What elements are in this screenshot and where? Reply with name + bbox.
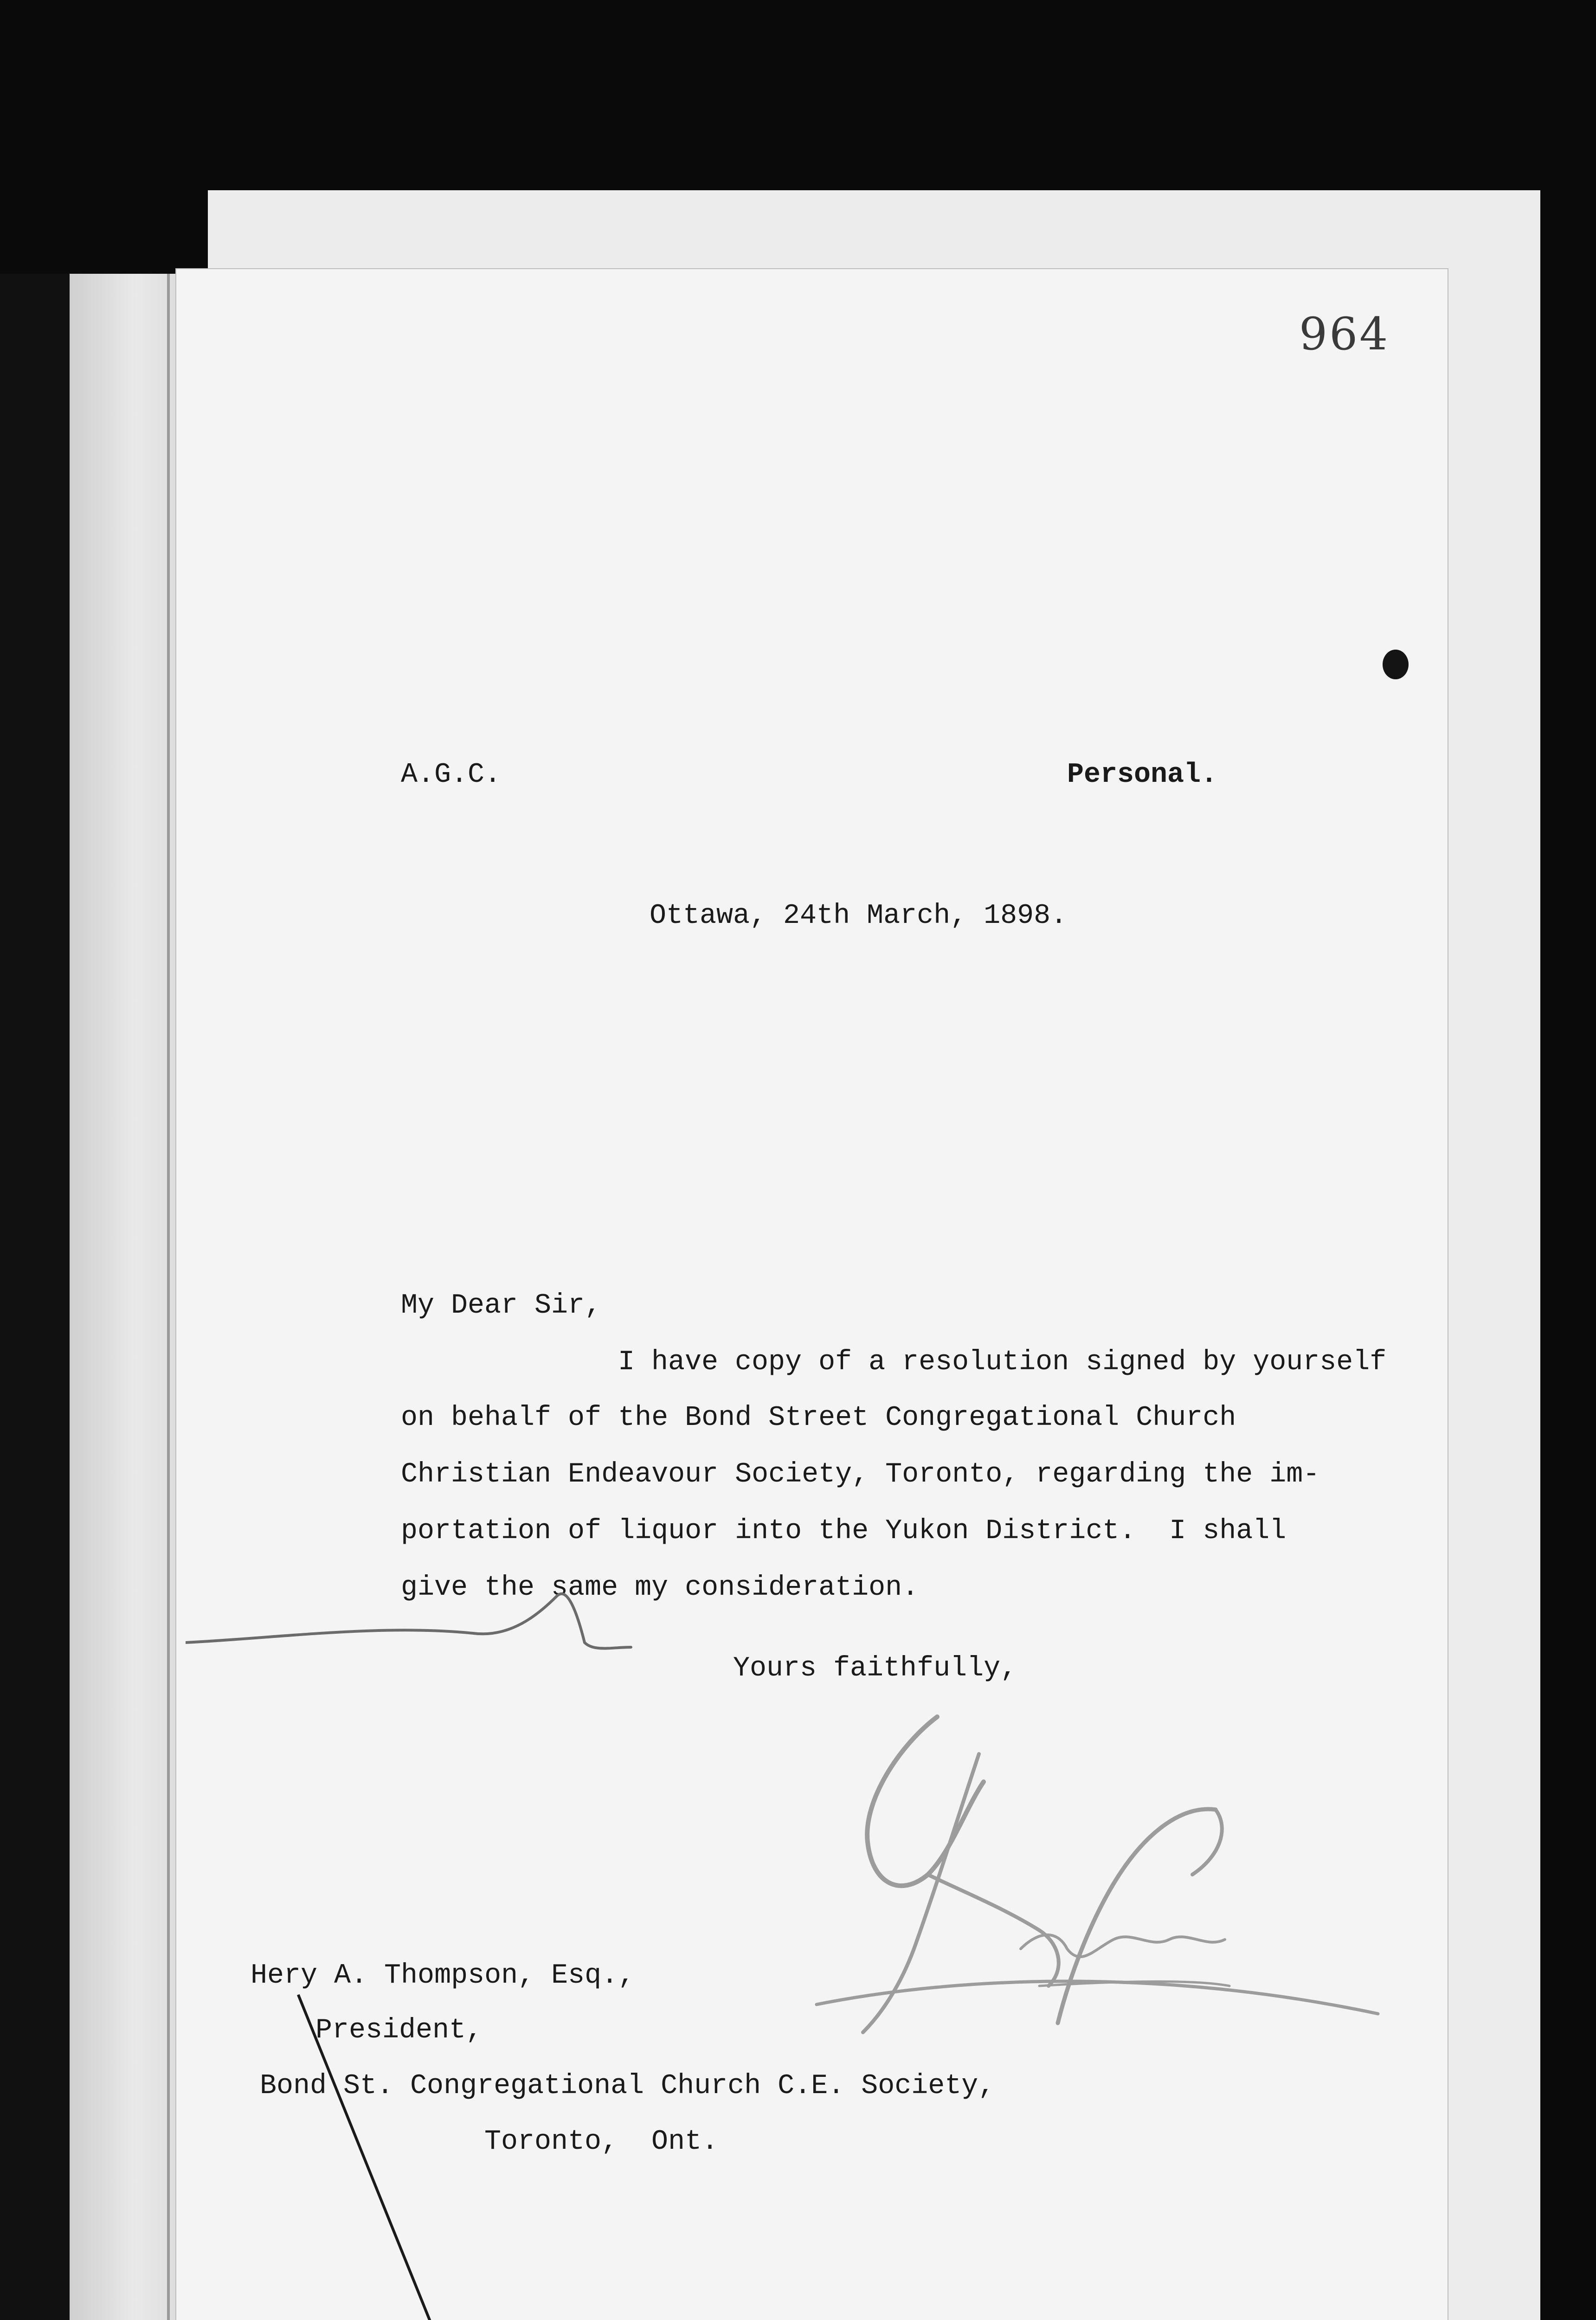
closing: Yours faithfully, [733, 1653, 1017, 1684]
body-line: I have copy of a resolution signed by yourself [618, 1347, 1387, 1378]
punch-hole-icon [1383, 650, 1409, 679]
addressee-organization: Bond St. Congregational Church C.E. Society, [260, 2070, 995, 2102]
binding-strip [70, 274, 181, 2320]
reference-code: A.G.C. [401, 759, 502, 791]
addressee-title: President, [315, 2015, 483, 2046]
folio-number: 964 [1299, 308, 1390, 360]
personal-marking: Personal. [1067, 759, 1218, 791]
body-line: portation of liquor into the Yukon District. I shall [401, 1515, 1287, 1547]
addressee-city: Toronto, Ont. [484, 2126, 719, 2158]
body-line: Christian Endeavour Society, Toronto, regarding the im- [401, 1459, 1320, 1490]
salutation: My Dear Sir, [401, 1290, 602, 1321]
handwritten-signature [761, 1689, 1383, 2051]
sheet-edge [167, 274, 170, 2320]
addressee-name: Hery A. Thompson, Esq., [251, 1960, 635, 1991]
body-line: give the same my consideration. [401, 1572, 919, 1604]
body-line: on behalf of the Bond Street Congregational Church [401, 1402, 1236, 1434]
dateline: Ottawa, 24th March, 1898. [650, 900, 1068, 932]
pencil-scribble [186, 1578, 696, 1661]
